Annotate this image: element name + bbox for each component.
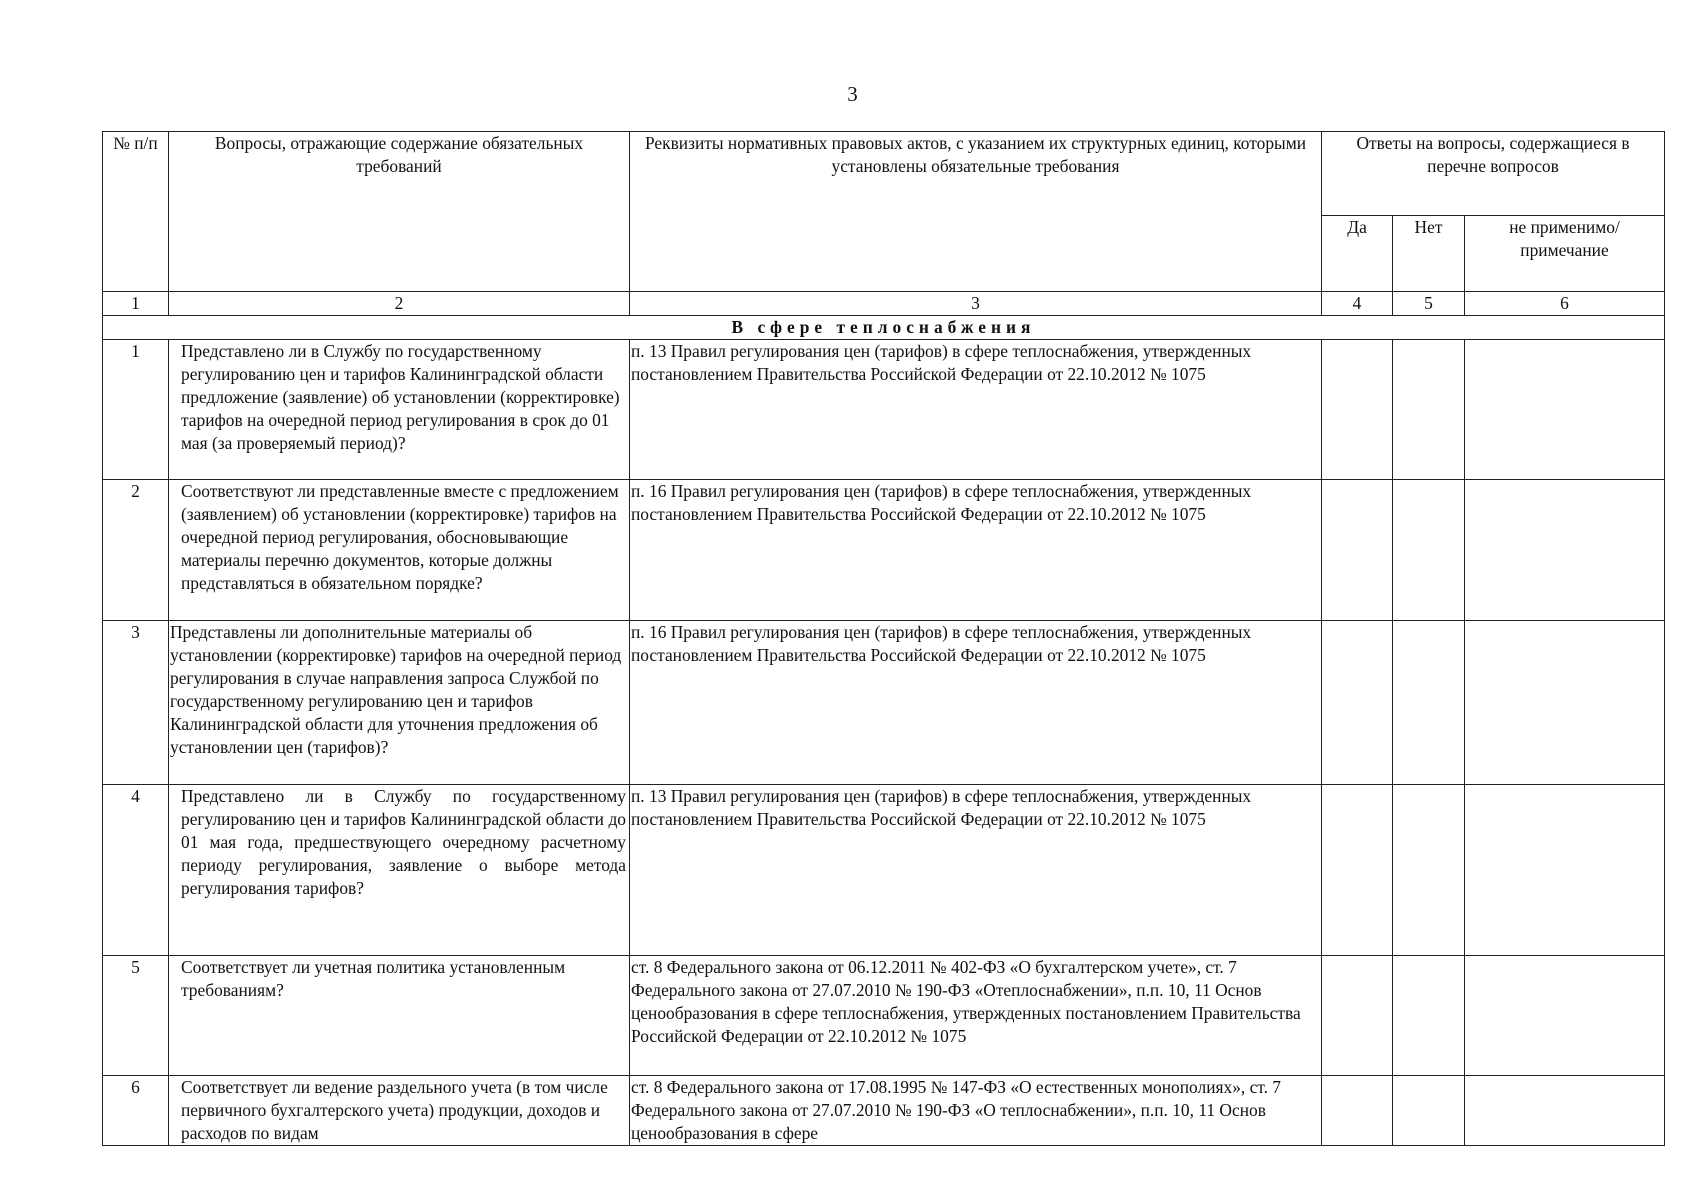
header-number-label: № п/п <box>113 133 158 153</box>
answer-na-cell[interactable] <box>1465 785 1665 956</box>
row-reference: п. 13 Правил регулирования цен (тарифов) в сфере теплоснабжения, утвержденных постановлением Правительства Российской Федерации от 22.10.2012 № 1075 <box>630 785 1322 956</box>
column-number: 6 <box>1465 292 1665 316</box>
answer-na-cell[interactable] <box>1465 480 1665 621</box>
row-question: Представлено ли в Службу по государственному регулированию цен и тарифов Калининградской области предложение (заявление) об установлении (корректировке) тарифов на очередной период регулирования в срок до 01 мая (за проверяемый период)? <box>169 340 630 480</box>
section-title: В сфере теплоснабжения <box>103 316 1665 340</box>
header-questions-label: Вопросы, отражающие содержание обязательных требований <box>214 133 584 176</box>
row-number: 4 <box>103 785 169 956</box>
row-question: Соответствует ли учетная политика установленным требованиям? <box>169 956 630 1076</box>
header-na-label: не применимо/ примечание <box>1509 217 1620 260</box>
column-number: 5 <box>1393 292 1465 316</box>
row-number: 3 <box>103 621 169 785</box>
row-question: Представлены ли дополнительные материалы об установлении (корректировке) тарифов на очередной период регулирования в случае направления запроса Службой по государственному регулированию цен и тарифов Калининградской области для уточнения предложения об установлении цен (тарифов)? <box>169 621 630 785</box>
table-row <box>103 621 1665 785</box>
answer-na-cell[interactable] <box>1465 1076 1665 1146</box>
header-answers-cell <box>1322 132 1665 216</box>
page-number: 3 <box>847 82 858 106</box>
table-row <box>103 340 1665 480</box>
row-question: Соответствует ли ведение раздельного учета (в том числе первичного бухгалтерского учета) продукции, доходов и расходов по видам <box>169 1076 630 1146</box>
column-numbers-row <box>103 292 1665 316</box>
answer-yes-cell[interactable] <box>1322 1076 1393 1146</box>
answer-na-cell[interactable] <box>1465 621 1665 785</box>
header-number-cell <box>103 132 169 292</box>
row-reference: п. 16 Правил регулирования цен (тарифов) в сфере теплоснабжения, утвержденных постановлением Правительства Российской Федерации от 22.10.2012 № 1075 <box>630 480 1322 621</box>
row-question: Представлено ли в Службу по государственному регулированию цен и тарифов Калининградской области до 01 мая года, предшествующего очередному расчетному периоду регулирования, заявление о выборе метода регулирования тарифов? <box>169 785 630 956</box>
answer-no-cell[interactable] <box>1393 621 1465 785</box>
answer-no-cell[interactable] <box>1393 340 1465 480</box>
header-no-cell <box>1393 216 1465 292</box>
header-no-label: Нет <box>1414 217 1443 237</box>
row-reference: ст. 8 Федерального закона от 17.08.1995 № 147-ФЗ «О естественных монополиях», ст. 7 Федерального закона от 27.07.2010 № 190-ФЗ «О теплоснабжении», п.п. 10, 11 Основ ценообразования в сфере <box>630 1076 1322 1146</box>
column-number: 2 <box>169 292 630 316</box>
answer-yes-cell[interactable] <box>1322 785 1393 956</box>
table-row <box>103 956 1665 1076</box>
answer-na-cell[interactable] <box>1465 340 1665 480</box>
row-reference: п. 16 Правил регулирования цен (тарифов) в сфере теплоснабжения, утвержденных постановлением Правительства Российской Федерации от 22.10.2012 № 1075 <box>630 621 1322 785</box>
answer-no-cell[interactable] <box>1393 1076 1465 1146</box>
table-row <box>103 785 1665 956</box>
section-row <box>103 316 1665 340</box>
header-yes-label: Да <box>1347 217 1367 237</box>
header-references-label: Реквизиты нормативных правовых актов, с указанием их структурных единиц, которыми установлены обязательные требования <box>644 133 1307 176</box>
answer-no-cell[interactable] <box>1393 785 1465 956</box>
table-row <box>103 480 1665 621</box>
answer-yes-cell[interactable] <box>1322 956 1393 1076</box>
row-number: 6 <box>103 1076 169 1146</box>
header-na-cell <box>1465 216 1665 292</box>
header-row <box>103 132 1665 216</box>
answer-no-cell[interactable] <box>1393 480 1465 621</box>
column-number: 1 <box>103 292 169 316</box>
row-question: Соответствуют ли представленные вместе с предложением (заявлением) об установлении (корректировке) тарифов на очередной период регулирования, обосновывающие материалы перечню документов, которые должны представляться в обязательном порядке? <box>169 480 630 621</box>
answer-yes-cell[interactable] <box>1322 621 1393 785</box>
row-number: 5 <box>103 956 169 1076</box>
table-row <box>103 1076 1665 1146</box>
header-questions-cell <box>169 132 630 292</box>
header-yes-cell <box>1322 216 1393 292</box>
row-reference: п. 13 Правил регулирования цен (тарифов) в сфере теплоснабжения, утвержденных постановлением Правительства Российской Федерации от 22.10.2012 № 1075 <box>630 340 1322 480</box>
answer-no-cell[interactable] <box>1393 956 1465 1076</box>
header-references-cell <box>630 132 1322 292</box>
row-number: 2 <box>103 480 169 621</box>
answer-na-cell[interactable] <box>1465 956 1665 1076</box>
header-answers-label: Ответы на вопросы, содержащиеся в перечне вопросов <box>1356 133 1630 176</box>
answer-yes-cell[interactable] <box>1322 340 1393 480</box>
row-reference: ст. 8 Федерального закона от 06.12.2011 № 402-ФЗ «О бухгалтерском учете», ст. 7 Федерального закона от 27.07.2010 № 190-ФЗ «Отеплоснабжении», п.п. 10, 11 Основ ценообразования в сфере теплоснабжения, утвержденных постановлением Правительства Российской Федерации от 22.10.2012 № 1075 <box>630 956 1322 1076</box>
checklist-table <box>102 131 1665 1146</box>
column-number: 4 <box>1322 292 1393 316</box>
answer-yes-cell[interactable] <box>1322 480 1393 621</box>
row-number: 1 <box>103 340 169 480</box>
column-number: 3 <box>630 292 1322 316</box>
